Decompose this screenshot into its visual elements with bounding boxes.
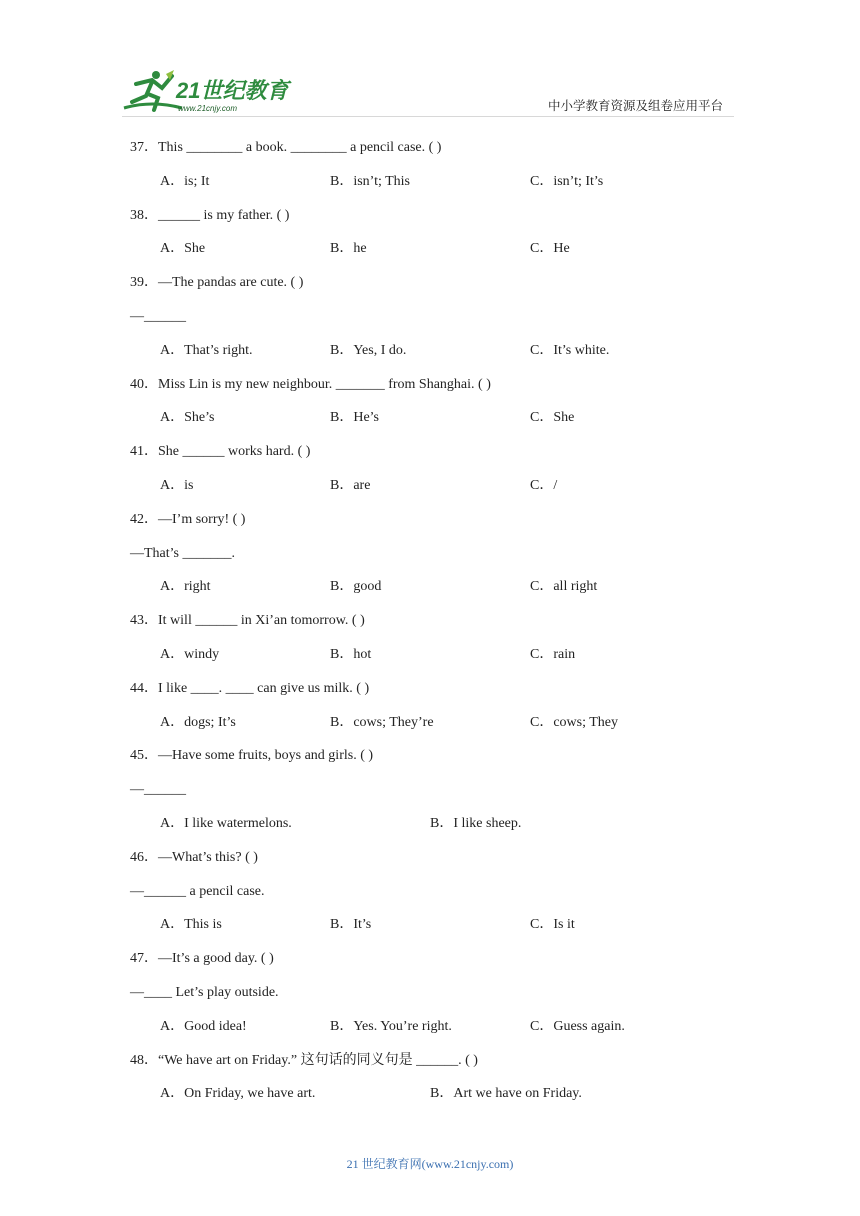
question-reply: —______	[130, 308, 186, 324]
21cnjy-logo	[122, 68, 292, 114]
answer-options	[130, 404, 770, 438]
answer-option[interactable]: C．cows; They	[530, 714, 619, 730]
answer-option[interactable]: C．all right	[530, 579, 598, 595]
answer-option[interactable]: B．cows; They’re	[330, 714, 434, 730]
question-stem: 44．I like ____. ____ can give us milk. ( )	[130, 680, 370, 696]
answer-option[interactable]: B．he	[330, 241, 367, 257]
question-stem: 41．She ______ works hard. ( )	[130, 444, 311, 460]
svg-text:21世纪教育: 21世纪教育	[176, 78, 289, 103]
question-reply: —____ Let’s play outside.	[130, 984, 279, 1000]
question-stem: 47．—It’s a good day. ( )	[130, 951, 274, 967]
question-reply: —______	[130, 782, 186, 798]
answer-option[interactable]: A．is; It	[160, 173, 210, 189]
answer-option[interactable]: B．Yes. You’re right.	[330, 1018, 452, 1034]
answer-option[interactable]: B．good	[330, 579, 382, 595]
question-reply: —That’s _______.	[130, 545, 235, 561]
question-stem: 45．—Have some fruits, boys and girls. ( )	[130, 748, 374, 764]
answer-option[interactable]: C．isn’t; It’s	[530, 173, 604, 189]
question-list	[130, 134, 770, 1114]
answer-options	[130, 235, 770, 269]
answer-options	[130, 641, 770, 675]
answer-options	[130, 168, 770, 202]
answer-options	[130, 1013, 770, 1047]
answer-option[interactable]: A．right	[160, 579, 211, 595]
question-stem: 40．Miss Lin is my new neighbour. _______ from Shanghai. ( )	[130, 376, 491, 392]
question-stem: 46．—What’s this? ( )	[130, 849, 258, 865]
answer-option[interactable]: A．windy	[160, 646, 220, 662]
answer-option[interactable]: B．hot	[330, 646, 372, 662]
answer-option[interactable]: B．are	[330, 477, 371, 493]
question-stem: 38．______ is my father. ( )	[130, 207, 290, 223]
answer-option[interactable]: A．dogs; It’s	[160, 714, 236, 730]
question-stem: 42．—I’m sorry! ( )	[130, 511, 246, 527]
answer-options	[130, 1080, 770, 1114]
answer-options	[130, 573, 770, 607]
answer-option[interactable]: C．He	[530, 241, 570, 257]
question-reply: —______ a pencil case.	[130, 883, 265, 899]
platform-name: 中小学教育资源及组卷应用平台	[548, 99, 724, 113]
answer-option[interactable]: C．/	[530, 477, 558, 493]
question-stem: 43．It will ______ in Xi’an tomorrow. ( )	[130, 613, 365, 629]
answer-options	[130, 472, 770, 506]
answer-option[interactable]: C．She	[530, 410, 575, 426]
answer-option[interactable]: A．This is	[160, 917, 222, 933]
answer-option[interactable]: C．rain	[530, 646, 576, 662]
answer-option[interactable]: A．Good idea!	[160, 1018, 247, 1034]
header-divider	[122, 116, 734, 117]
answer-option[interactable]: A．She	[160, 241, 206, 257]
answer-options	[130, 911, 770, 945]
question-stem: 37．This ________ a book. ________ a pencil case. ( )	[130, 140, 442, 155]
answer-options	[130, 810, 770, 844]
answer-options	[130, 337, 770, 371]
answer-option[interactable]: B．I like sheep.	[430, 815, 522, 831]
answer-option[interactable]: C．It’s white.	[530, 342, 610, 358]
answer-option[interactable]: B．He’s	[330, 410, 379, 426]
answer-option[interactable]: A．I like watermelons.	[160, 815, 292, 831]
answer-option[interactable]: A．is	[160, 477, 194, 493]
question-stem: 39．—The pandas are cute. ( )	[130, 275, 304, 291]
page-header	[0, 0, 860, 130]
answer-option[interactable]: A．On Friday, we have art.	[160, 1086, 316, 1102]
answer-option[interactable]: A．She’s	[160, 410, 215, 426]
answer-option[interactable]: B．isn’t; This	[330, 173, 411, 189]
answer-option[interactable]: B．Art we have on Friday.	[430, 1086, 582, 1102]
answer-option[interactable]: A．That’s right.	[160, 342, 253, 358]
answer-option[interactable]: C．Is it	[530, 917, 575, 933]
answer-option[interactable]: B．Yes, I do.	[330, 342, 407, 358]
answer-options	[130, 709, 770, 743]
question-stem: 48．“We have art on Friday.” 这句话的同义句是 ______. ( )	[130, 1052, 478, 1068]
answer-option[interactable]: C．Guess again.	[530, 1018, 625, 1034]
svg-text:www.21cnjy.com: www.21cnjy.com	[178, 104, 237, 113]
page-footer: 21 世纪教育网(www.21cnjy.com)	[346, 1157, 514, 1171]
answer-option[interactable]: B．It’s	[330, 917, 372, 933]
